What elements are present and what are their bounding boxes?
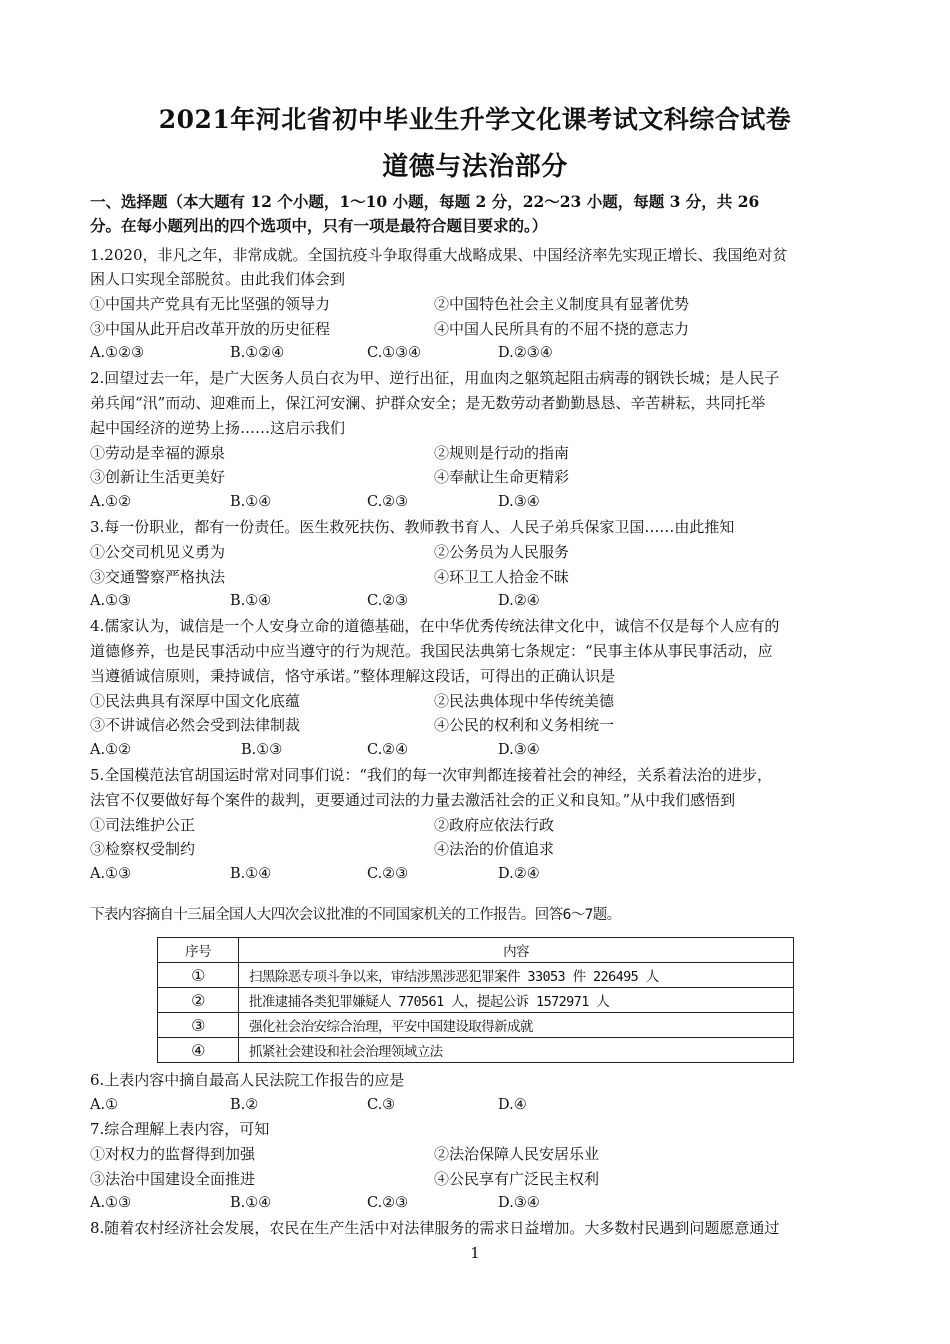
table-header-cell: 序号 bbox=[158, 938, 239, 963]
question-2-item: ④奉献让生命更精彩 bbox=[434, 468, 570, 486]
page-subtitle: 道德与法治部分 bbox=[382, 152, 568, 182]
question-6-option-b[interactable]: B.② bbox=[230, 1097, 259, 1113]
question-5-item: ④法治的价值追求 bbox=[434, 840, 555, 858]
table-intro: 下表内容摘自十三届全国人大四次会议批准的不同国家机关的工作报告。回答6～7题。 bbox=[90, 907, 621, 923]
table-header-row bbox=[158, 938, 794, 963]
question-1-option-a[interactable]: A.①②③ bbox=[90, 345, 145, 361]
question-7-option-a[interactable]: A.①③ bbox=[90, 1195, 132, 1211]
question-2-text: 2.回望过去一年，是广大医务人员白衣为甲、逆行出征，用血肉之躯筑起阻击病毒的钢铁长城；是人民子 bbox=[90, 369, 780, 387]
question-5-item: ①司法维护公正 bbox=[90, 816, 196, 834]
table-cell-content: 抓紧社会建设和社会治理领域立法 bbox=[239, 1038, 794, 1063]
question-4-item: ④公民的权利和义务相统一 bbox=[434, 716, 615, 734]
page-title: 2021年河北省初中毕业生升学文化课考试文科综合试卷 bbox=[158, 105, 792, 134]
section-heading-line: 分。在每小题列出的四个选项中，只有一项是最符合题目要求的。） bbox=[90, 216, 548, 235]
question-3-text: 3.每一份职业，都有一份责任。医生救死扶伤、教师教书育人、人民子弟兵保家卫国……由此推知 bbox=[90, 518, 735, 536]
question-7-item: ④公民享有广泛民主权利 bbox=[434, 1170, 600, 1188]
question-7-item: ③法治中国建设全面推进 bbox=[90, 1170, 256, 1188]
question-5-option-a[interactable]: A.①③ bbox=[90, 866, 132, 882]
question-4-item: ①民法典具有深厚中国文化底蕴 bbox=[90, 692, 301, 710]
page-number: 1 bbox=[470, 1244, 480, 1262]
table-cell-content: 扫黑除恶专项斗争以来，审结涉黑涉恶犯罪案件 33053 件 226495 人 bbox=[239, 963, 794, 988]
question-4-text: 当遵循诚信原则，秉持诚信，恪守承诺。”整体理解这段话，可得出的正确认识是 bbox=[90, 667, 616, 685]
question-1-option-c[interactable]: C.①③④ bbox=[367, 345, 422, 361]
question-1-option-b[interactable]: B.①②④ bbox=[230, 345, 285, 361]
question-7-item: ②法治保障人民安居乐业 bbox=[434, 1145, 600, 1163]
question-5-option-b[interactable]: B.①④ bbox=[230, 866, 272, 882]
question-4-option-a[interactable]: A.①② bbox=[90, 742, 132, 758]
question-7-option-d[interactable]: D.③④ bbox=[498, 1195, 540, 1211]
table-cell-number: ① bbox=[158, 963, 239, 988]
question-7-text: 7.综合理解上表内容，可知 bbox=[90, 1120, 270, 1138]
question-5-option-d[interactable]: D.②④ bbox=[498, 866, 540, 882]
question-5-text: 5.全国模范法官胡国运时常对同事们说：“我们的每一次审判都连接着社会的神经，关系着法治的进步， bbox=[90, 766, 772, 784]
question-5-item: ②政府应依法行政 bbox=[434, 816, 555, 834]
question-8-text: 8.随着农村经济社会发展，农民在生产生活中对法律服务的需求日益增加。大多数村民遇到问题愿意通过 bbox=[90, 1219, 780, 1237]
question-1-item: ④中国人民所具有的不屈不挠的意志力 bbox=[434, 320, 690, 338]
question-3-item: ②公务员为人民服务 bbox=[434, 543, 570, 561]
question-4-item: ②民法典体现中华传统美德 bbox=[434, 692, 615, 710]
table-cell-number: ② bbox=[158, 988, 239, 1013]
question-4-item: ③不讲诚信必然会受到法律制裁 bbox=[90, 716, 301, 734]
question-3-option-c[interactable]: C.②③ bbox=[367, 593, 409, 609]
question-1-item: ①中国共产党具有无比坚强的领导力 bbox=[90, 295, 331, 313]
question-3-item: ①公交司机见义勇为 bbox=[90, 543, 226, 561]
question-4-option-d[interactable]: D.③④ bbox=[498, 742, 540, 758]
table-cell-content: 强化社会治安综合治理，平安中国建设取得新成就 bbox=[239, 1013, 794, 1038]
question-7-option-b[interactable]: B.①④ bbox=[230, 1195, 272, 1211]
question-6-option-a[interactable]: A.① bbox=[90, 1097, 119, 1113]
question-3-item: ③交通警察严格执法 bbox=[90, 568, 226, 586]
table-row bbox=[158, 1038, 794, 1063]
question-3-option-a[interactable]: A.①③ bbox=[90, 593, 132, 609]
question-2-item: ②规则是行动的指南 bbox=[434, 444, 570, 462]
question-2-item: ①劳动是幸福的源泉 bbox=[90, 444, 226, 462]
question-3-option-b[interactable]: B.①④ bbox=[230, 593, 272, 609]
question-4-text: 道德修养，也是民事活动中应当遵守的行为规范。我国民法典第七条规定：“民事主体从事民事活动，应 bbox=[90, 642, 773, 660]
section-heading-line: 一、选择题（本大题有 12 个小题，1～10 小题，每题 2 分，22～23 小题，每题 3 分，共 26 bbox=[90, 192, 760, 211]
question-4-option-b[interactable]: B.①③ bbox=[241, 742, 283, 758]
question-2-option-b[interactable]: B.①④ bbox=[230, 494, 272, 510]
section-heading bbox=[90, 190, 870, 238]
table-cell-number: ③ bbox=[158, 1013, 239, 1038]
table-row bbox=[158, 1013, 794, 1038]
question-3-item: ④环卫工人拾金不昧 bbox=[434, 568, 570, 586]
question-5-text: 法官不仅要做好每个案件的裁判，更要通过司法的力量去激活社会的正义和良知。”从中我们感悟到 bbox=[90, 791, 736, 809]
question-6-text: 6.上表内容中摘自最高人民法院工作报告的应是 bbox=[90, 1071, 405, 1089]
table-row bbox=[158, 963, 794, 988]
question-1-item: ③中国从此开启改革开放的历史征程 bbox=[90, 320, 331, 338]
table-cell-content: 批准逮捕各类犯罪嫌疑人 770561 人，提起公诉 1572971 人 bbox=[239, 988, 794, 1013]
question-5-item: ③检察权受制约 bbox=[90, 840, 196, 858]
question-1-text: 1.2020，非凡之年，非常成就。全国抗疫斗争取得重大战略成果、中国经济率先实现正增长、我国绝对贫 bbox=[90, 246, 788, 264]
question-1-text: 困人口实现全部脱贫。由此我们体会到 bbox=[90, 270, 346, 288]
question-2-text: 起中国经济的逆势上扬……这启示我们 bbox=[90, 419, 346, 437]
table-header-cell: 内容 bbox=[239, 938, 794, 963]
question-4-text: 4.儒家认为，诚信是一个人安身立命的道德基础，在中华优秀传统法律文化中，诚信不仅是每个人应有的 bbox=[90, 617, 780, 635]
question-1-item: ②中国特色社会主义制度具有显著优势 bbox=[434, 295, 690, 313]
question-2-text: 弟兵闻“汛”而动、迎难而上，保江河安澜、护群众安全；是无数劳动者勤勤恳恳、辛苦耕耘，共同托举 bbox=[90, 394, 766, 412]
question-2-option-c[interactable]: C.②③ bbox=[367, 494, 409, 510]
question-6-option-c[interactable]: C.③ bbox=[367, 1097, 396, 1113]
report-table bbox=[157, 937, 794, 1063]
question-6-option-d[interactable]: D.④ bbox=[498, 1097, 527, 1113]
question-2-item: ③创新让生活更美好 bbox=[90, 468, 226, 486]
question-4-option-c[interactable]: C.②④ bbox=[367, 742, 409, 758]
question-2-option-d[interactable]: D.③④ bbox=[498, 494, 540, 510]
question-7-item: ①对权力的监督得到加强 bbox=[90, 1145, 256, 1163]
question-2-option-a[interactable]: A.①② bbox=[90, 494, 132, 510]
question-3-option-d[interactable]: D.②④ bbox=[498, 593, 540, 609]
question-5-option-c[interactable]: C.②③ bbox=[367, 866, 409, 882]
table-cell-number: ④ bbox=[158, 1038, 239, 1063]
question-7-option-c[interactable]: C.②③ bbox=[367, 1195, 409, 1211]
table-row bbox=[158, 988, 794, 1013]
question-1-option-d[interactable]: D.②③④ bbox=[498, 345, 553, 361]
